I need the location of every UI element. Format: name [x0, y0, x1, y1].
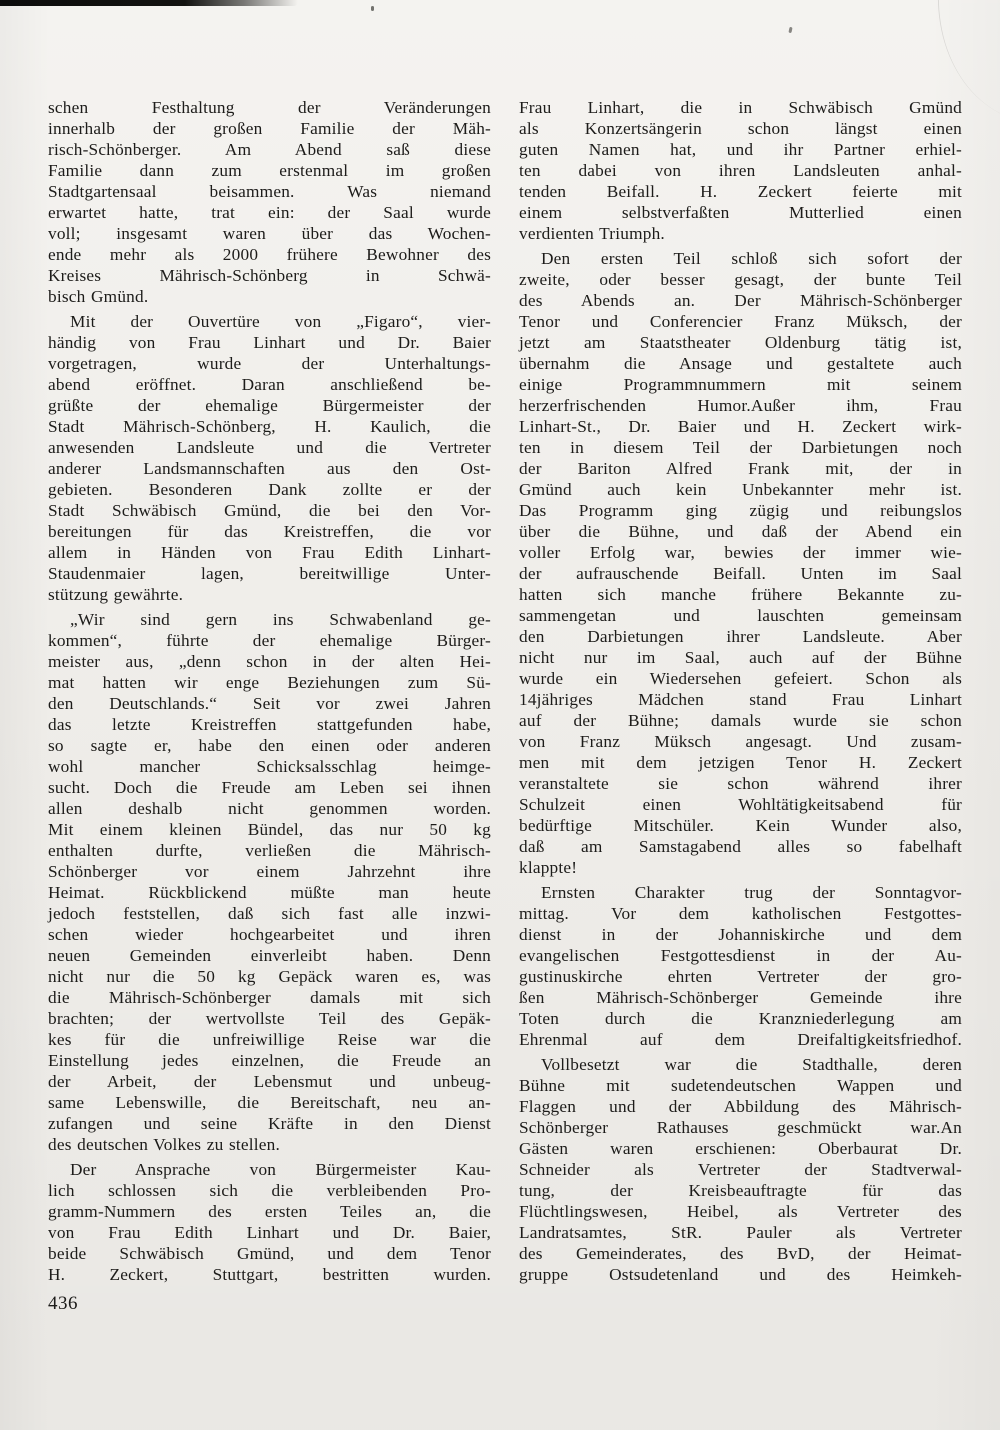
paragraph — [48, 609, 491, 1155]
text-line: sammengetan und lauschten gemeinsam — [519, 606, 962, 625]
text-line: bedürftige Mitschüler. Kein Wunder also, — [519, 816, 962, 835]
text-line: Mit der Ouvertüre von „Figaro“, vier- — [70, 312, 491, 331]
text-line: der Arbeit, der Lebensmut und unbeug- — [48, 1072, 491, 1091]
text-line: den Darbietungen ihrer Landsleute. Aber — [519, 627, 962, 646]
text-line: Vollbesetzt war die Stadthalle, deren — [541, 1055, 962, 1074]
text-line: beide Schwäbisch Gmünd, und dem Tenor — [48, 1244, 491, 1263]
text-line: Heimat. Rückblickend müßte man heute — [48, 883, 491, 902]
text-line: Schönberger vor einem Jahrzehnt ihre — [48, 862, 491, 881]
text-line: Flaggen und der Abbildung des Mährisch- — [519, 1097, 962, 1116]
text-line: anderer Landsmannschaften aus den Ost- — [48, 459, 491, 478]
text-line: Gmünd auch kein Unbekannter mehr ist. — [519, 480, 962, 499]
paragraph — [48, 1159, 491, 1285]
text-line: meister aus, „denn schon in der alten Hei- — [48, 652, 491, 671]
text-line: men mit dem jetzigen Tenor H. Zeckert — [519, 753, 962, 772]
text-line: ten in diesem Teil der Darbietungen noch — [519, 438, 962, 457]
text-line: wurde ein Wiedersehen gefeiert. Schon als — [519, 669, 962, 688]
text-column-right — [519, 97, 962, 1285]
text-line: nicht nur die 50 kg Gepäck waren es, was — [48, 967, 491, 986]
text-line: allem in Händen von Frau Edith Linhart- — [48, 543, 491, 562]
text-line: Staudenmaier lagen, bereitwillige Unter- — [48, 564, 491, 583]
text-line: gebieten. Besonderen Dank zollte er der — [48, 480, 491, 499]
text-line: stützung gewährte. — [48, 585, 184, 604]
text-line: Schönberger Rathauses geschmückt war.An — [519, 1118, 962, 1137]
text-line: same Lebenswille, die Bereitschaft, neu an- — [48, 1093, 491, 1112]
text-line: allen deshalb nicht genommen worden. — [48, 799, 491, 818]
text-line: der Bariton Alfred Frank mit, der in — [519, 459, 962, 478]
text-line: gramm-Nummern des ersten Teiles an, die — [48, 1202, 491, 1221]
text-line: Stadt Schwäbisch Gmünd, die bei den Vor- — [48, 501, 491, 520]
text-line: zweite, oder besser gesagt, der bunte Teil — [519, 270, 962, 289]
text-line: risch-Schönberger. Am Abend saß diese — [48, 140, 491, 159]
paragraph — [48, 311, 491, 605]
paper-speck — [371, 6, 374, 11]
text-line: brachten; der wertvollste Teil des Gepäk- — [48, 1009, 491, 1028]
text-line: mittag. Vor dem katholischen Festgottes- — [519, 904, 962, 923]
text-line: innerhalb der großen Familie der Mäh- — [48, 119, 491, 138]
text-line: tung, der Kreisbeauftragte für das — [519, 1181, 962, 1200]
text-line: vorgetragen, wurde der Unterhaltungs- — [48, 354, 491, 373]
text-line: schen Festhaltung der Veränderungen — [48, 98, 491, 117]
text-line: anwesenden Landsleute und die Vertreter — [48, 438, 491, 457]
text-line: jedoch feststellen, daß sich fast alle inzwi- — [48, 904, 491, 923]
paragraph — [48, 97, 491, 307]
text-line: bereitungen für das Kreistreffen, die vor — [48, 522, 491, 541]
text-line: händig von Frau Linhart und Dr. Baier — [48, 333, 491, 352]
text-line: des deutschen Volkes zu stellen. — [48, 1135, 280, 1154]
text-line: den Deutschlands.“ Seit vor zwei Jahren — [48, 694, 491, 713]
text-line: der aufrauschende Beifall. Unten im Saal — [519, 564, 962, 583]
text-line: verdienten Triumph. — [519, 224, 665, 243]
text-line: Den ersten Teil schloß sich sofort der — [541, 249, 962, 268]
text-line: Einstellung jedes einzelnen, die Freude an — [48, 1051, 491, 1070]
text-line: „Wir sind gern ins Schwabenland ge- — [70, 610, 491, 629]
text-line: sucht. Doch die Freude am Leben sei ihnen — [48, 778, 491, 797]
text-line: abend eröffnet. Daran anschließend be- — [48, 375, 491, 394]
text-line: Der Ansprache von Bürgermeister Kau- — [70, 1160, 491, 1179]
text-line: von Franz Müksch angesagt. Und zusam- — [519, 732, 962, 751]
text-line: ßen Mährisch-Schönberger Gemeinde ihre — [519, 988, 962, 1007]
text-line: voll; insgesamt waren über das Wochen- — [48, 224, 491, 243]
text-line: Tenor und Conferencier Franz Müksch, der — [519, 312, 962, 331]
text-line: Toten durch die Kranzniederlegung am — [519, 1009, 962, 1028]
text-line: Flüchtlingswesen, Heibel, als Vertreter des — [519, 1202, 962, 1221]
text-line: das letzte Kreistreffen stattgefunden habe, — [48, 715, 491, 734]
text-line: lich schlossen sich die verbleibenden Pro- — [48, 1181, 491, 1200]
page-number: 436 — [48, 1293, 78, 1314]
text-line: Landratsamtes, StR. Pauler als Vertreter — [519, 1223, 962, 1242]
text-line: als Konzertsängerin schon längst einen — [519, 119, 962, 138]
text-line: evangelischen Festgottesdienst in der Au- — [519, 946, 962, 965]
text-line: Frau Linhart, die in Schwäbisch Gmünd — [519, 98, 962, 117]
scan-edge-artifact — [0, 0, 298, 6]
text-line: Schneider als Vertreter der Stadtverwal- — [519, 1160, 962, 1179]
text-line: des Abends an. Der Mährisch-Schönberger — [519, 291, 962, 310]
text-line: zufangen und seine Kräfte in den Dienst — [48, 1114, 491, 1133]
paragraph — [519, 1054, 962, 1285]
text-line: H. Zeckert, Stuttgart, bestritten wurden. — [48, 1265, 491, 1284]
text-line: neuen Gemeinden einverleibt haben. Denn — [48, 946, 491, 965]
text-line: veranstaltete sie schon während ihrer — [519, 774, 962, 793]
text-column-left — [48, 97, 491, 1285]
text-line: herzerfrischenden Humor.Außer ihm, Frau — [519, 396, 962, 415]
text-line: Kreises Mährisch-Schönberg in Schwä- — [48, 266, 491, 285]
text-line: Stadt Mährisch-Schönberg, H. Kaulich, die — [48, 417, 491, 436]
text-line: jetzt am Staatstheater Oldenburg tätig ist, — [519, 333, 962, 352]
text-line: Stadtgartensaal beisammen. Was niemand — [48, 182, 491, 201]
text-line: enthalten durfte, verließen die Mährisch- — [48, 841, 491, 860]
text-line: Gästen waren erschienen: Oberbaurat Dr. — [519, 1139, 962, 1158]
text-line: so sagte er, habe den einen oder anderen — [48, 736, 491, 755]
text-line: grüßte der ehemalige Bürgermeister der — [48, 396, 491, 415]
text-line: Linhart-St., Dr. Baier und H. Zeckert wirk- — [519, 417, 962, 436]
text-line: Mit einem kleinen Bündel, das nur 50 kg — [48, 820, 491, 839]
text-line: gruppe Ostsudetenland und des Heimkeh- — [519, 1265, 962, 1284]
text-line: wohl mancher Schicksalsschlag heimge- — [48, 757, 491, 776]
text-line: guten Namen hat, und ihr Partner erhiel- — [519, 140, 962, 159]
text-line: bisch Gmünd. — [48, 287, 149, 306]
text-line: mat hatten wir enge Beziehungen zum Sü- — [48, 673, 491, 692]
paragraph — [519, 248, 962, 878]
text-line: von Frau Edith Linhart und Dr. Baier, — [48, 1223, 491, 1242]
text-line: voller Erfolg war, bewies der immer wie- — [519, 543, 962, 562]
text-line: nicht nur im Saal, auch auf der Bühne — [519, 648, 962, 667]
text-line: daß am Samstagabend alles so fabelhaft — [519, 837, 962, 856]
text-line: des Gemeinderates, des BvD, der Heimat- — [519, 1244, 962, 1263]
text-line: klappte! — [519, 858, 578, 877]
text-line: einem selbstverfaßten Mutterlied einen — [519, 203, 962, 222]
paper-speck — [788, 27, 792, 33]
text-line: die Mährisch-Schönberger damals mit sich — [48, 988, 491, 1007]
text-line: kommen“, führte der ehemalige Bürger- — [48, 631, 491, 650]
text-line: ten dabei von ihren Landsleuten anhal- — [519, 161, 962, 180]
text-line: erwartet hatte, trat ein: der Saal wurde — [48, 203, 491, 222]
text-line: Das Programm ging zügig und reibungslos — [519, 501, 962, 520]
text-line: hatten sich manche frühere Bekannte zu- — [519, 585, 962, 604]
text-line: Familie dann zum erstenmal im großen — [48, 161, 491, 180]
text-line: gustinuskirche ehrten Vertreter der gro- — [519, 967, 962, 986]
paragraph — [519, 97, 962, 244]
text-line: Bühne mit sudetendeutschen Wappen und — [519, 1076, 962, 1095]
text-line: Ernsten Charakter trug der Sonntagvor- — [541, 883, 962, 902]
text-line: einige Programmnummern mit seinem — [519, 375, 962, 394]
text-line: 14jähriges Mädchen stand Frau Linhart — [519, 690, 962, 709]
text-line: auf der Bühne; damals wurde sie schon — [519, 711, 962, 730]
text-line: übernahm die Ansage und gestaltete auch — [519, 354, 962, 373]
paragraph — [519, 882, 962, 1050]
text-line: dienst in der Johanniskirche und dem — [519, 925, 962, 944]
text-line: schen wieder hochgearbeitet und ihren — [48, 925, 491, 944]
text-line: Schulzeit einen Wohltätigkeitsabend für — [519, 795, 962, 814]
text-line: kes für die unfreiwillige Reise war die — [48, 1030, 491, 1049]
text-line: ende mehr als 2000 frühere Bewohner des — [48, 245, 491, 264]
text-line: Ehrenmal auf dem Dreifaltigkeitsfriedhof. — [519, 1030, 962, 1049]
text-line: über die Bühne, und daß der Abend ein — [519, 522, 962, 541]
text-line: tenden Beifall. H. Zeckert feierte mit — [519, 182, 962, 201]
